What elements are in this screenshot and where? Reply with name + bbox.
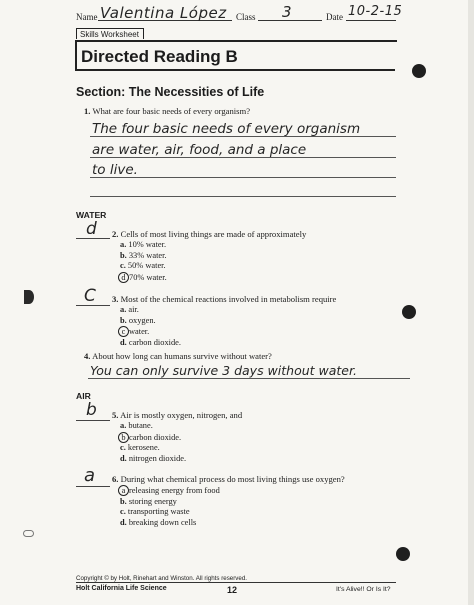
circled-letter: b <box>118 432 129 443</box>
circled-letter: a <box>118 485 129 496</box>
q6-blank-answer: a <box>84 465 96 486</box>
date-value: 10-2-15 <box>348 4 403 19</box>
option-b: b. oxygen. <box>120 315 156 325</box>
air-heading: AIR <box>76 391 91 401</box>
question-text: During what chemical process do most living things use oxygen? <box>120 474 345 484</box>
question-number: 4. <box>84 351 91 361</box>
question-1 <box>84 106 250 117</box>
question-5 <box>112 410 242 421</box>
question-number: 3. <box>112 294 119 304</box>
q5-options <box>120 421 186 464</box>
option-b: b. 33% water. <box>120 250 167 260</box>
question-text: What are four basic needs of every organism? <box>92 106 251 116</box>
class-label: Class <box>236 12 256 22</box>
option-c: c. 50% water. <box>120 261 166 271</box>
worksheet-tag: Skills Worksheet <box>76 28 144 39</box>
q1-answer-line-1: The four basic needs of every organism <box>92 121 361 137</box>
answer-line <box>88 378 410 379</box>
water-heading: WATER <box>76 210 107 220</box>
question-text: Most of the chemical reactions involved in metabolism require <box>120 294 337 304</box>
book-title: Holt California Life Science <box>76 585 167 592</box>
question-4 <box>84 351 272 362</box>
question-number: 6. <box>112 474 119 484</box>
punch-mark-icon <box>24 290 34 304</box>
staple-mark-icon <box>23 530 34 537</box>
option-b: b. storing energy <box>120 496 177 506</box>
name-label: Name <box>76 12 98 22</box>
option-d-circled: d 70% water. <box>120 272 167 284</box>
question-text: About how long can humans survive without water? <box>92 351 272 361</box>
footer-rule <box>76 582 396 583</box>
class-value: 3 <box>282 3 293 21</box>
page-title: Directed Reading B <box>81 47 238 66</box>
option-a-circled: a releasing energy from food <box>120 485 220 497</box>
option-a: a. air. <box>120 305 139 314</box>
option-b-circled: b carbon dioxide. <box>120 432 186 444</box>
question-6 <box>112 474 345 485</box>
question-text: Air is mostly oxygen, nitrogen, and <box>120 410 243 420</box>
option-a: a. 10% water. <box>120 240 167 249</box>
q6-options <box>120 485 220 528</box>
answer-line <box>90 196 396 197</box>
q1-answer-line-2: are water, air, food, and a place <box>92 142 307 158</box>
binder-hole-icon <box>396 547 410 561</box>
q4-answer: You can only survive 3 days without water. <box>90 363 357 378</box>
binder-hole-icon <box>402 305 416 319</box>
binder-hole-icon <box>412 64 426 78</box>
q2-options <box>120 240 167 283</box>
question-number: 1. <box>84 106 91 116</box>
date-label: Date <box>326 12 343 22</box>
question-number: 5. <box>112 410 119 420</box>
circled-letter: c <box>118 326 129 337</box>
q5-blank-answer: b <box>86 400 97 420</box>
option-c: c. transporting waste <box>120 507 190 517</box>
chapter-title: It's Alive!! Or Is It? <box>336 586 391 593</box>
q3-blank-answer: C <box>84 286 96 306</box>
option-c-circled: c water. <box>120 326 181 338</box>
option-d: d. nitrogen dioxide. <box>120 453 187 463</box>
option-a: a. butane. <box>120 421 153 430</box>
q2-blank-answer: d <box>86 219 97 239</box>
name-value: Valentina López <box>100 4 227 22</box>
option-d: d. breaking down cells <box>120 517 197 527</box>
page-number: 12 <box>227 585 238 595</box>
question-2 <box>112 229 306 240</box>
section-heading: Section: The Necessities of Life <box>76 85 265 99</box>
option-d: d. carbon dioxide. <box>120 337 181 347</box>
circled-letter: d <box>118 272 129 283</box>
option-c: c. kerosene. <box>120 443 160 453</box>
page-edge <box>468 0 474 605</box>
copyright: Copyright © by Holt, Rinehart and Winston. All rights reserved. <box>76 575 248 582</box>
question-number: 2. <box>112 229 119 239</box>
question-3 <box>112 294 336 305</box>
q3-options <box>120 305 181 348</box>
question-text: Cells of most living things are made of approximately <box>120 229 307 239</box>
q1-answer-line-3: to live. <box>92 162 138 178</box>
title-rule <box>75 69 395 71</box>
